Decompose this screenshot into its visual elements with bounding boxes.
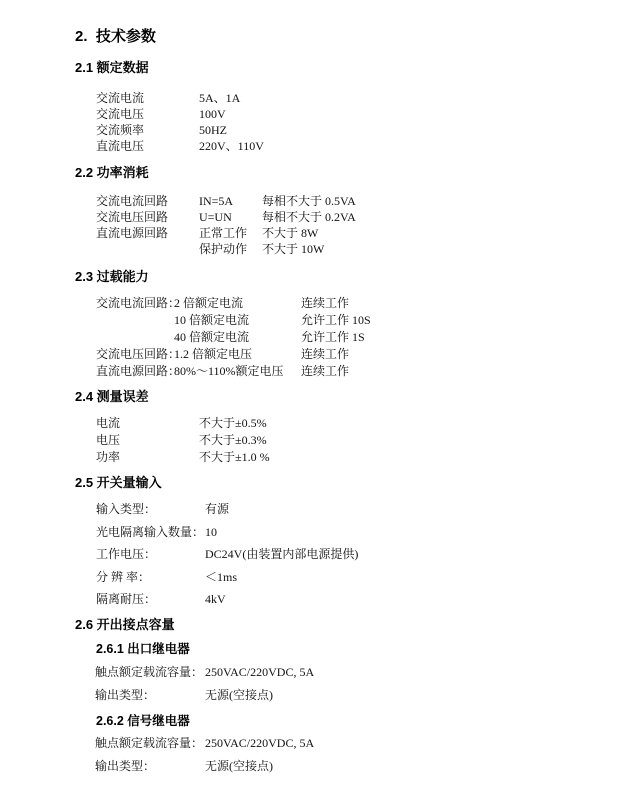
subsection-heading-signal-relay: 2.6.2 信号继电器 (96, 714, 190, 728)
section-heading-power-consumption: 2.2 功率消耗 (75, 165, 149, 180)
spec-label: 交流频率 (96, 123, 145, 137)
spec-value: 不大于±0.3% (199, 433, 267, 447)
spec-value: 250VAC/220VDC, 5A (205, 736, 315, 750)
spec-value: 每相不大于 0.5VA (262, 194, 356, 208)
spec-label: 触点额定载流容量： (95, 736, 204, 750)
section-heading-overload-capacity: 2.3 过载能力 (75, 269, 149, 284)
overload-capacity-table (96, 295, 371, 380)
spec-condition: 正常工作 (199, 226, 248, 240)
spec-row (95, 755, 314, 778)
spec-value: 连续工作 (301, 296, 350, 310)
spec-row (96, 432, 270, 449)
spec-condition: 1.2 倍额定电压 (174, 347, 253, 361)
spec-value: 有源 (205, 502, 230, 516)
spec-value: 无源(空接点) (205, 759, 273, 773)
spec-label: 输出类型： (95, 688, 156, 702)
spec-label: 交流电压 (96, 107, 145, 121)
spec-value: 不大于 10W (262, 242, 325, 256)
spec-label: 触点额定载流容量： (95, 665, 204, 679)
spec-value: ＜1ms (205, 569, 238, 584)
spec-row (95, 732, 314, 755)
spec-row (96, 588, 358, 611)
spec-label: 直流电源回路 (96, 226, 169, 240)
output-relay-table (95, 661, 314, 707)
spec-value: 连续工作 (301, 364, 350, 378)
spec-row (96, 193, 356, 209)
spec-label: 直流电压 (96, 139, 145, 153)
spec-value: 每相不大于 0.2VA (262, 210, 356, 224)
spec-row (95, 661, 314, 684)
spec-row (96, 449, 270, 466)
spec-value: 100V (199, 107, 226, 121)
spec-value: 无源(空接点) (205, 688, 273, 702)
spec-row (96, 209, 356, 225)
spec-label: 隔离耐压： (96, 592, 157, 606)
spec-value: 连续工作 (301, 347, 350, 361)
spec-value: 允许工作 10S (301, 313, 371, 327)
page-title: 2. 技术参数 (75, 28, 156, 45)
spec-row (96, 566, 358, 589)
spec-condition: 2 倍额定电流 (174, 296, 244, 310)
spec-value: 允许工作 1S (301, 330, 365, 344)
spec-row (96, 138, 264, 154)
spec-label: 交流电流回路 (96, 194, 169, 208)
spec-value: 250VAC/220VDC, 5A (205, 665, 315, 679)
switch-input-table (96, 498, 358, 611)
spec-row (96, 363, 371, 380)
spec-label: 输出类型： (95, 759, 156, 773)
spec-value: 不大于±1.0 % (199, 450, 270, 464)
spec-label: 分 辨 率： (96, 569, 151, 584)
spec-label: 输入类型： (96, 502, 157, 516)
spec-row (96, 106, 264, 122)
spec-row (95, 684, 314, 707)
spec-row (96, 241, 356, 257)
spec-row (96, 329, 371, 346)
spec-row (96, 122, 264, 138)
spec-condition: 40 倍额定电流 (174, 330, 250, 344)
spec-value: 5A、1A (199, 91, 241, 105)
spec-label: 电压 (96, 433, 121, 447)
spec-label (96, 241, 199, 257)
spec-row (96, 90, 264, 106)
spec-condition: 保护动作 (199, 242, 248, 256)
spec-value: 10 (205, 524, 217, 539)
section-heading-rated-data: 2.1 额定数据 (75, 60, 149, 75)
subsection-heading-output-relay: 2.6.1 出口继电器 (96, 642, 190, 656)
spec-condition: 80%～110%额定电压 (174, 364, 284, 378)
spec-label (96, 312, 174, 329)
power-consumption-table (96, 193, 356, 257)
spec-label: 电流 (96, 416, 121, 430)
spec-value: 220V、110V (199, 139, 264, 153)
rated-data-table (96, 90, 264, 154)
spec-label: 交流电压回路 (96, 210, 169, 224)
spec-label: 交流电流 (96, 91, 145, 105)
section-heading-switch-input: 2.5 开关量输入 (75, 475, 162, 490)
section-heading-output-contact-capacity: 2.6 开出接点容量 (75, 617, 175, 632)
spec-row (96, 312, 371, 329)
spec-condition: IN=5A (199, 194, 234, 208)
spec-value: 不大于 8W (262, 226, 319, 240)
spec-label: 直流电源回路： (96, 364, 181, 378)
spec-row (96, 225, 356, 241)
spec-label: 功率 (96, 450, 121, 464)
spec-label: 光电隔离输入数量： (96, 524, 205, 539)
spec-value: DC24V(由装置内部电源提供) (205, 547, 359, 561)
spec-row (96, 543, 358, 566)
spec-row (96, 346, 371, 363)
spec-label: 工作电压： (96, 547, 157, 561)
spec-condition: 10 倍额定电流 (174, 313, 250, 327)
spec-condition: U=UN (199, 210, 232, 224)
spec-row (96, 521, 358, 544)
spec-label (96, 329, 174, 346)
measurement-error-table (96, 415, 270, 466)
section-heading-measurement-error: 2.4 测量误差 (75, 389, 149, 404)
spec-label: 交流电流回路： (96, 296, 181, 310)
spec-value: 50HZ (199, 123, 227, 137)
spec-label: 交流电压回路： (96, 347, 181, 361)
spec-row (96, 498, 358, 521)
signal-relay-table (95, 732, 314, 778)
spec-value: 4kV (205, 592, 226, 606)
spec-row (96, 295, 371, 312)
spec-row (96, 415, 270, 432)
spec-value: 不大于±0.5% (199, 416, 267, 430)
